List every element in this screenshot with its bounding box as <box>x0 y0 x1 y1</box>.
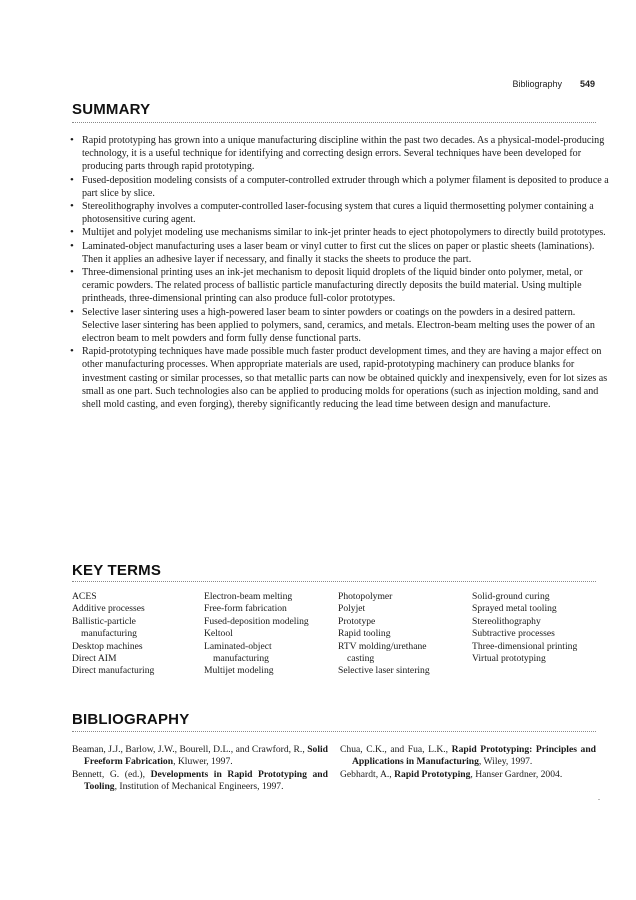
key-term: Desktop machines <box>72 640 143 652</box>
key-term: Multijet modeling <box>204 665 274 677</box>
bibliography-entry <box>72 769 328 794</box>
ref-authors: Bennett, G. (ed.), <box>72 768 151 780</box>
key-term: Direct AIM <box>72 653 117 665</box>
ref-title: Rapid Prototyping: Principles and Applications in Manufacturing <box>352 744 596 768</box>
key-terms-column-4 <box>472 591 602 678</box>
summary-rule <box>72 122 596 123</box>
ref-title: Rapid Prototyping <box>394 768 471 780</box>
key-terms-column-3 <box>338 591 472 678</box>
key-term: manufacturing <box>213 653 269 665</box>
key-term: Subtractive processes <box>472 628 555 640</box>
key-term: Prototype <box>338 615 376 627</box>
key-term: Stereolithography <box>472 615 541 627</box>
key-terms-table <box>72 591 602 678</box>
key-term: Keltool <box>204 628 233 640</box>
key-term: Solid-ground curing <box>472 591 550 602</box>
key-term: Rapid tooling <box>338 628 391 640</box>
key-term: RTV molding/urethane <box>338 640 427 652</box>
ref-authors: Chua, C.K., and Fua, L.K., <box>340 744 452 755</box>
bibliography-rule <box>72 731 596 732</box>
ref-publisher: , Kluwer, 1997. <box>173 756 233 768</box>
key-term: Three-dimensional printing <box>472 640 578 652</box>
bibliography-column-2 <box>340 744 596 794</box>
key-terms-rule <box>72 581 596 582</box>
summary-item: • Rapid prototyping has grown into a unique manufacturing discipline within the past two decades. As a physical-model-producing technology, it is a useful technique for identifying and correcting design errors. Several techniques have been developed for producing parts through rapid prototyping. <box>82 134 614 174</box>
key-term: Ballistic-particle <box>72 615 136 627</box>
key-term: Selective laser sintering <box>338 665 430 677</box>
summary-item: • Rapid-prototyping techniques have made possible much faster product development times, and they are having a major effect on other manufacturing processes. When appropriate materials are used, rapid-prototyping machinery can produce blanks for investment casting or similar processes, so that metallic parts can now be obtained quickly and inexpensively, even for lot sizes as small as one part. Such technologies also can be applied to producing molds for operations (such as injection molding, sand and shell mold casting, and even forging), thereby significantly reducing the lead time between design and manufacture. <box>82 345 614 411</box>
bibliography-entry <box>72 744 328 769</box>
running-title: Bibliography <box>512 79 562 89</box>
summary-item: • Three-dimensional printing uses an ink-jet mechanism to deposit liquid droplets of the liquid binder onto polymer, metal, or ceramic powders. The related process of ballistic particle manufacturing directly deposits the build material. Using multiple printheads, three-dimensional printing can also produce full-color prototypes. <box>82 266 614 306</box>
key-term: Direct manufacturing <box>72 665 155 677</box>
key-term: ACES <box>72 591 97 602</box>
ref-title: Solid Freeform Fabrication <box>84 744 328 768</box>
summary-list <box>64 134 614 411</box>
stray-mark: . <box>598 793 600 802</box>
key-term: Electron-beam melting <box>204 591 293 602</box>
key-term: Additive processes <box>72 603 145 615</box>
key-term: Laminated-object <box>204 640 272 652</box>
summary-item: • Multijet and polyjet modeling use mechanisms similar to ink-jet printer heads to eject photopolymers to directly build prototypes. <box>82 226 614 239</box>
bibliography-list <box>72 744 596 794</box>
ref-title: Developments in Rapid Prototyping and Tooling <box>84 768 328 793</box>
summary-item: • Selective laser sintering uses a high-powered laser beam to sinter powders or coatings on the powders in a desired pattern. Selective laser sintering has been applied to polymers, sand, ceramics, and metals. Electron-beam melting uses the power of an electron beam to melt powders and form fully dense functional parts. <box>82 306 614 346</box>
key-term: casting <box>347 653 375 665</box>
page-number: 549 <box>579 79 595 89</box>
bibliography-entry <box>340 744 596 769</box>
key-term: manufacturing <box>81 628 137 640</box>
ref-publisher: , Institution of Mechanical Engineers, 1997. <box>114 781 284 793</box>
ref-authors: Beaman, J.J., Barlow, J.W., Bourell, D.L., and Crawford, R., <box>72 744 308 755</box>
key-term: Virtual prototyping <box>472 653 546 665</box>
bibliography-heading: BIBLIOGRAPHY <box>72 711 190 728</box>
key-terms-column-1 <box>72 591 204 678</box>
summary-item: • Laminated-object manufacturing uses a laser beam or vinyl cutter to first cut the slices on paper or plastic sheets (laminations). Then it applies an adhesive layer if necessary, and finally it stacks the sheets to produce the part. <box>82 240 614 266</box>
ref-authors: Gebhardt, A., <box>340 768 395 780</box>
key-terms-heading: KEY TERMS <box>72 562 162 579</box>
key-term: Polyjet <box>338 603 366 615</box>
summary-heading: SUMMARY <box>72 101 151 118</box>
key-term: Free-form fabrication <box>204 603 287 615</box>
key-term: Fused-deposition modeling <box>204 615 309 627</box>
key-term: Photopolymer <box>338 591 393 602</box>
bibliography-column-1 <box>72 744 328 794</box>
key-term: Sprayed metal tooling <box>472 603 557 615</box>
bibliography-entry <box>340 769 596 781</box>
key-terms-column-2 <box>204 591 338 678</box>
summary-item: • Fused-deposition modeling consists of a computer-controlled extruder through which a polymer filament is deposited to produce a part slice by slice. <box>82 174 614 200</box>
ref-publisher: , Hanser Gardner, 2004. <box>470 768 563 780</box>
running-head <box>512 79 595 89</box>
summary-item: • Stereolithography involves a computer-controlled laser-focusing system that cures a liquid thermosetting polymer containing a photosensitive curing agent. <box>82 200 614 226</box>
ref-publisher: , Wiley, 1997. <box>478 756 533 768</box>
